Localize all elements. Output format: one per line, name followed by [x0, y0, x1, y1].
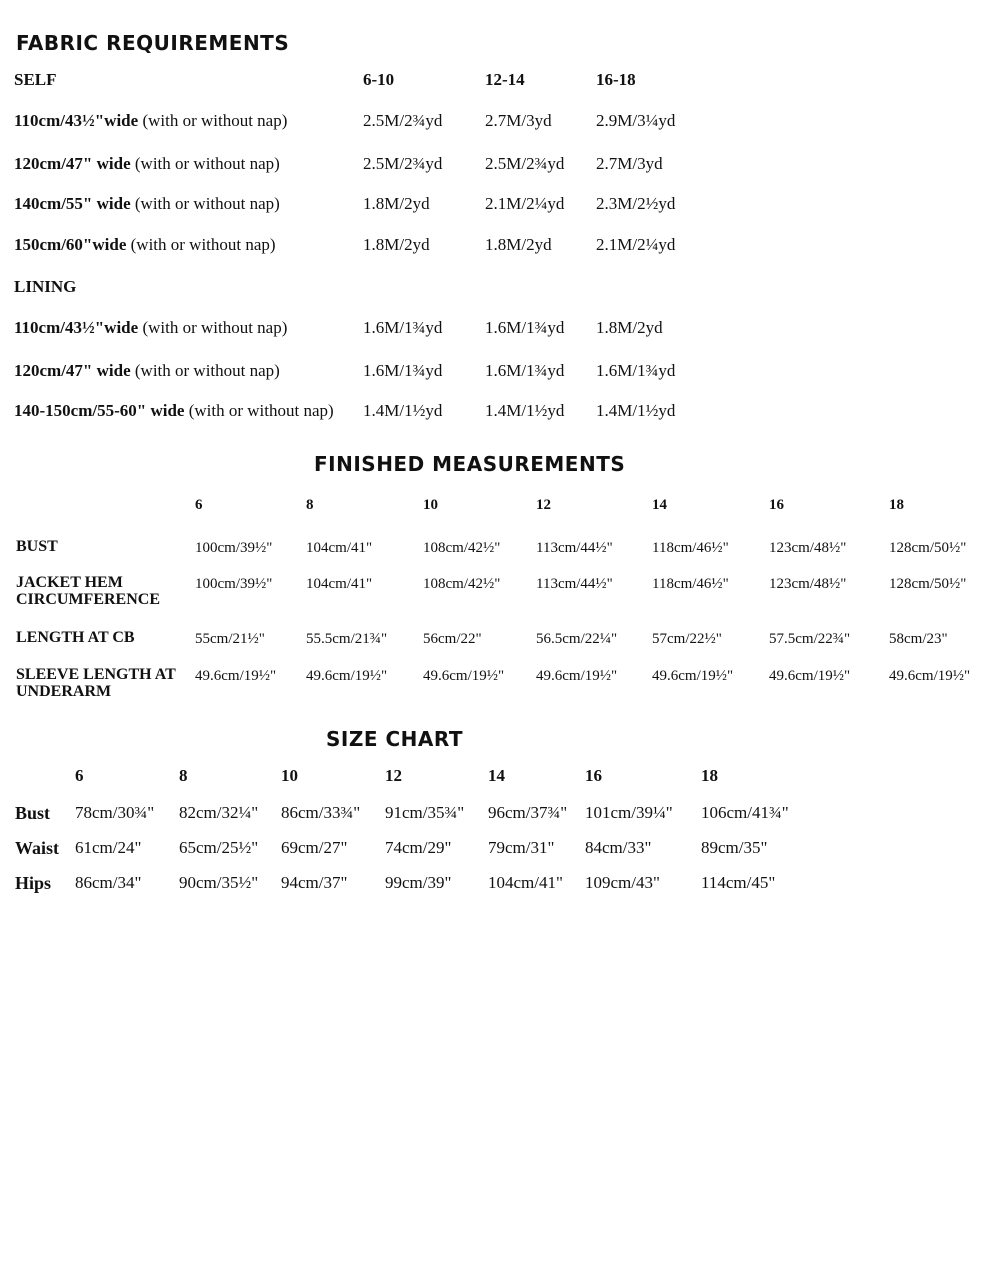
yardage-value: 2.3M/2½yd	[596, 194, 676, 213]
yardage-value: 2.9M/3¼yd	[596, 111, 676, 130]
fabric-width: 110cm/43½"wide	[14, 318, 139, 337]
size-chart-header: 14	[488, 766, 505, 785]
measure-row-label: LENGTH AT CB	[16, 629, 135, 646]
measure-value: 104cm/41"	[306, 576, 373, 592]
measure-value: 123cm/48½"	[769, 576, 847, 592]
measure-value: 58cm/23"	[889, 631, 948, 647]
measure-row-label: JACKET HEM CIRCUMFERENCE	[16, 574, 160, 608]
size-chart-header: 10	[281, 766, 298, 785]
size-chart-title: SIZE CHART	[326, 727, 464, 751]
fabric-width: 150cm/60"wide	[14, 235, 127, 254]
fabric-width: 110cm/43½"wide	[14, 111, 139, 130]
size-row-label: Bust	[15, 803, 51, 823]
size-value: 91cm/35¾"	[385, 803, 465, 822]
size-value: 65cm/25½"	[179, 838, 259, 857]
size-value: 89cm/35"	[701, 838, 768, 857]
fabric-width: 140-150cm/55-60" wide	[14, 401, 185, 420]
lining-label: LINING	[14, 277, 77, 296]
nap-note: (with or without nap)	[130, 194, 280, 213]
fabric-width-label	[14, 194, 280, 214]
fabric-width: 120cm/47" wide	[14, 154, 131, 173]
self-label: SELF	[14, 70, 57, 89]
yardage-value: 1.8M/2yd	[596, 318, 663, 337]
size-value: 78cm/30¾"	[75, 803, 155, 822]
fabric-width-label	[14, 318, 287, 338]
yardage-value: 1.6M/1¾yd	[485, 361, 565, 380]
yardage-value: 1.6M/1¾yd	[363, 318, 443, 337]
size-value: 114cm/45"	[701, 873, 776, 892]
measure-value: 128cm/50½"	[889, 576, 967, 592]
measure-value: 49.6cm/19½"	[195, 668, 277, 684]
measure-value: 100cm/39½"	[195, 540, 273, 556]
yardage-value: 1.4M/1½yd	[485, 401, 565, 420]
size-value: 94cm/37"	[281, 873, 348, 892]
fabric-requirements-title: FABRIC REQUIREMENTS	[16, 31, 290, 55]
measure-value: 49.6cm/19½"	[423, 668, 505, 684]
yardage-value: 1.8M/2yd	[363, 235, 430, 254]
measure-value: 104cm/41"	[306, 540, 373, 556]
measure-value: 55.5cm/21¾"	[306, 631, 388, 647]
measure-size-header: 12	[536, 497, 551, 513]
yardage-value: 1.4M/1½yd	[363, 401, 443, 420]
measure-value: 128cm/50½"	[889, 540, 967, 556]
measure-value: 123cm/48½"	[769, 540, 847, 556]
yardage-value: 2.1M/2¼yd	[596, 235, 676, 254]
finished-measurements-title: FINISHED MEASUREMENTS	[314, 452, 626, 476]
nap-note: (with or without nap)	[138, 111, 288, 130]
size-value: 69cm/27"	[281, 838, 348, 857]
size-value: 99cm/39"	[385, 873, 452, 892]
size-value: 61cm/24"	[75, 838, 142, 857]
size-chart-header: 16	[585, 766, 602, 785]
size-row-label: Waist	[15, 838, 60, 858]
fabric-width-label	[14, 361, 280, 381]
yardage-value: 1.4M/1½yd	[596, 401, 676, 420]
measure-size-header: 14	[652, 497, 667, 513]
size-chart-header: 8	[179, 766, 188, 785]
size-row-label: Hips	[15, 873, 52, 893]
yardage-value: 1.8M/2yd	[485, 235, 552, 254]
size-value: 109cm/43"	[585, 873, 660, 892]
fabric-size-header: 16-18	[596, 70, 636, 89]
size-value: 106cm/41¾"	[701, 803, 789, 822]
yardage-value: 2.5M/2¾yd	[485, 154, 565, 173]
measure-value: 57.5cm/22¾"	[769, 631, 851, 647]
nap-note: (with or without nap)	[126, 235, 276, 254]
measure-size-header: 6	[195, 497, 203, 513]
measure-value: 118cm/46½"	[652, 540, 729, 556]
fabric-width-label	[14, 111, 287, 131]
measure-value: 55cm/21½"	[195, 631, 265, 647]
fabric-width: 140cm/55" wide	[14, 194, 131, 213]
measure-row-label: SLEEVE LENGTH AT UNDERARM	[16, 666, 176, 700]
size-value: 86cm/34"	[75, 873, 142, 892]
yardage-value: 1.8M/2yd	[363, 194, 430, 213]
fabric-size-header: 12-14	[485, 70, 525, 89]
yardage-value: 2.7M/3yd	[596, 154, 663, 173]
measure-value: 113cm/44½"	[536, 540, 613, 556]
size-chart-header: 12	[385, 766, 402, 785]
yardage-value: 1.6M/1¾yd	[596, 361, 676, 380]
measure-value: 49.6cm/19½"	[652, 668, 734, 684]
size-value: 90cm/35½"	[179, 873, 259, 892]
measure-value: 100cm/39½"	[195, 576, 273, 592]
yardage-value: 2.7M/3yd	[485, 111, 552, 130]
measure-value: 57cm/22½"	[652, 631, 722, 647]
measure-value: 49.6cm/19½"	[769, 668, 851, 684]
measure-size-header: 10	[423, 497, 438, 513]
measure-value: 113cm/44½"	[536, 576, 613, 592]
fabric-width-label	[14, 401, 334, 421]
size-value: 82cm/32¼"	[179, 803, 259, 822]
size-value: 84cm/33"	[585, 838, 652, 857]
measure-value: 108cm/42½"	[423, 540, 501, 556]
size-value: 104cm/41"	[488, 873, 563, 892]
measure-row-label: BUST	[16, 538, 58, 555]
measure-value: 56cm/22"	[423, 631, 482, 647]
size-value: 86cm/33¾"	[281, 803, 361, 822]
measure-value: 56.5cm/22¼"	[536, 631, 618, 647]
nap-note: (with or without nap)	[130, 361, 280, 380]
size-value: 101cm/39¼"	[585, 803, 673, 822]
measure-size-header: 8	[306, 497, 314, 513]
measure-value: 49.6cm/19½"	[306, 668, 388, 684]
nap-note: (with or without nap)	[138, 318, 288, 337]
size-chart-header: 18	[701, 766, 718, 785]
size-chart-header: 6	[75, 766, 84, 785]
measure-size-header: 18	[889, 497, 904, 513]
fabric-size-header: 6-10	[363, 70, 395, 89]
size-value: 79cm/31"	[488, 838, 555, 857]
fabric-width-label	[14, 235, 276, 255]
measure-value: 108cm/42½"	[423, 576, 501, 592]
yardage-value: 2.5M/2¾yd	[363, 111, 443, 130]
measure-value: 49.6cm/19½"	[889, 668, 971, 684]
yardage-value: 2.5M/2¾yd	[363, 154, 443, 173]
measure-value: 49.6cm/19½"	[536, 668, 618, 684]
yardage-value: 1.6M/1¾yd	[363, 361, 443, 380]
size-value: 96cm/37¾"	[488, 803, 568, 822]
nap-note: (with or without nap)	[130, 154, 280, 173]
yardage-value: 2.1M/2¼yd	[485, 194, 565, 213]
measure-size-header: 16	[769, 497, 784, 513]
fabric-width: 120cm/47" wide	[14, 361, 131, 380]
size-value: 74cm/29"	[385, 838, 452, 857]
fabric-width-label	[14, 154, 280, 174]
nap-note: (with or without nap)	[184, 401, 334, 420]
measure-value: 118cm/46½"	[652, 576, 729, 592]
yardage-value: 1.6M/1¾yd	[485, 318, 565, 337]
